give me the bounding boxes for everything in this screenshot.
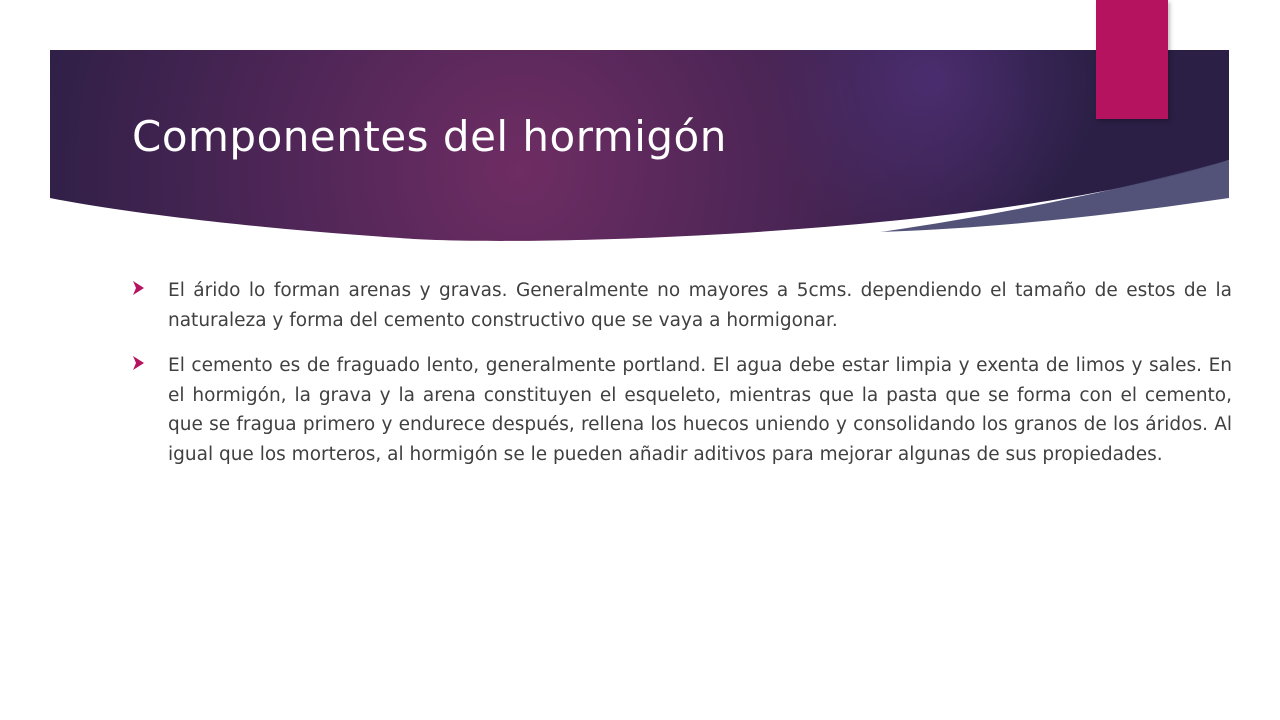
- accent-tab: [1096, 0, 1168, 119]
- right-triangle-arrow-icon: [132, 279, 146, 297]
- bullet-item: [132, 351, 1232, 469]
- bullet-text: El árido lo forman arenas y gravas. Generalmente no mayores a 5cms. dependiendo el tamaño de estos de la naturaleza y forma del cemento constructivo que se vaya a hormigonar.: [168, 280, 1232, 331]
- bullet-item: [132, 276, 1232, 335]
- bullet-list: [132, 276, 1232, 485]
- bullet-text: El cemento es de fraguado lento, generalmente portland. El agua debe estar limpia y exenta de limos y sales. En el hormigón, la grava y la arena constituyen el esqueleto, mientras que la pasta que se forma con el cemento, que se fragua primero y endurece después, rellena los huecos uniendo y consolidando los granos de los áridos. Al igual que los morteros, al hormigón se le pueden añadir aditivos para mejorar algunas de sus propiedades.: [168, 355, 1232, 465]
- right-triangle-arrow-icon: [132, 354, 146, 372]
- slide-title: Componentes del hormigón: [132, 112, 727, 161]
